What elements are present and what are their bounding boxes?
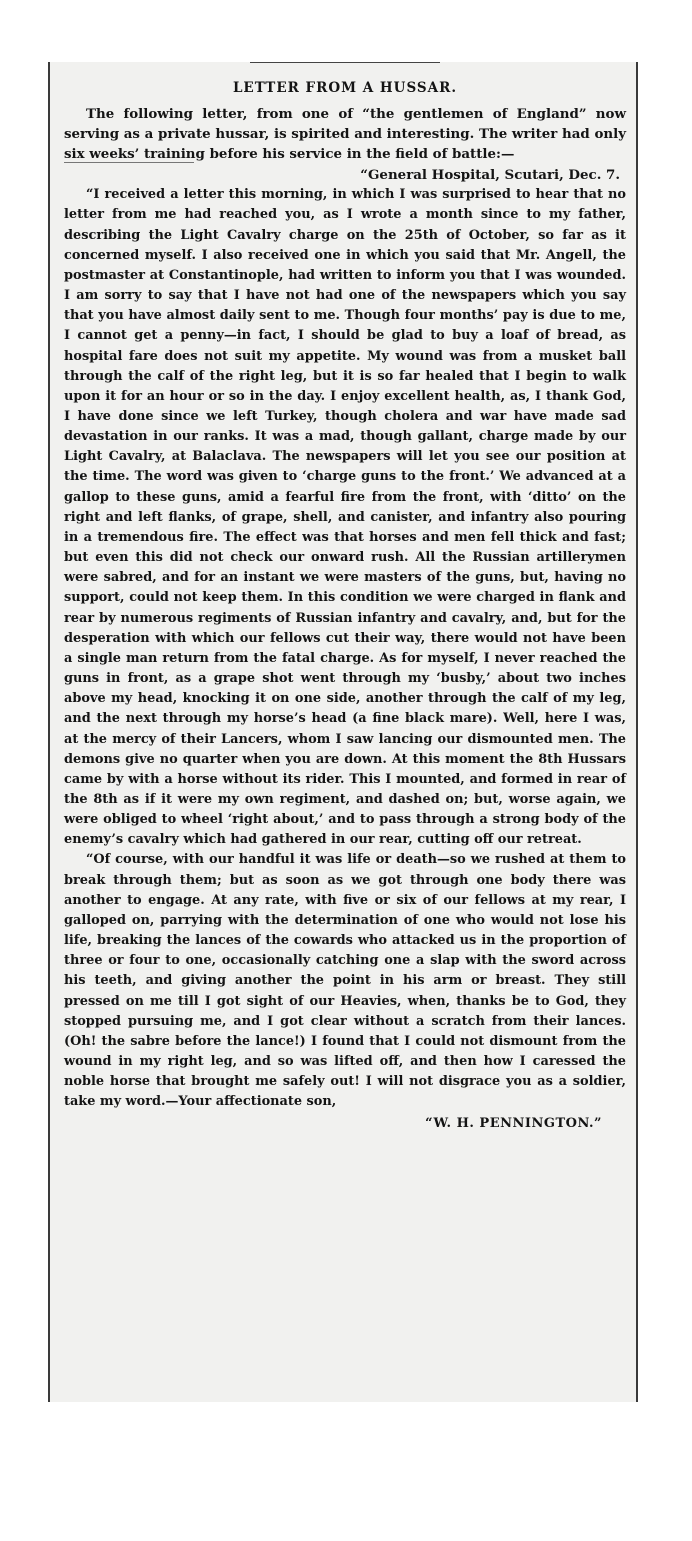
article-intro: The following letter, from one of “the gentlemen of England” now serving as a private hussar, is spirited and interesting. The writer had only six weeks’ training before his service in the field of battle:— — [64, 106, 626, 163]
letter-dateline: “General Hospital, Scutari, Dec. 7. — [360, 167, 620, 184]
letter-paragraph-1: “I received a letter this morning, in which I was surprised to hear that no letter from me had reached you, as I wrote a month since to my father, describing the Light Cavalry charge on the 25th of October, so far as it concerned myself. I also received one in which you said that Mr. Angell, the postmaster at Constantinople, had written to inform you that I was wounded. I am sorry to say that I have not had one of the newspapers which you say that you have almost daily sent to me. Though four months’ pay is due to me, I cannot get a penny—in fact, I should be glad to buy a loaf of bread, as hospital fare does not suit my appetite. My wound was from a musket ball through the calf of the right leg, but it is so far healed that I begin to walk upon it for an hour or so in the day. I enjoy excellent health, as, I thank God, I have done since we left Turkey, though cholera and war have made sad devastation in our ranks. It was a mad, though gallant, charge made by our Light Cavalry, at Balaclava. The newspapers will let you see our position at the time. The word was given to ‘charge guns to the front.’ We advanced at a gallop to these guns, amid a fearful fire from the front, with ‘ditto’ on the right and left flanks, of grape, shell, and canister, and infantry also pouring in a tremendous fire. The effect was that horses and men fell thick and fast; but even this did not check our onward rush. All the Russian artillerymen were sabred, and for an instant we were masters of the guns, but, having no support, could not keep them. In this condition we were charged in flank and rear by numerous regiments of Russian infantry and cavalry, and, but for the desperation with which our fellows cut their way, there would not have been a single man return from the fatal charge. As for myself, I never reached the guns in front, as a grape shot went through my ‘busby,’ about two inches above my head, knocking it on one side, another through the calf of my leg, and the next through my horse’s head (a fine black mare). Well, here I was, at the mercy of their Lancers, whom I saw lancing our dismounted men. The demons give no quarter when you are down. At this moment the 8th Hussars came by with a horse without its rider. This I mounted, and formed in rear of the 8th as if it were my own regiment, and dashed on; but, worse again, we were obliged to wheel ‘right about,’ and to pass through a strong body of the enemy’s cavalry which had gathered in our rear, cutting off our retreat. — [64, 187, 626, 848]
letter-paragraph-2: “Of course, with our handful it was life or death—so we rushed at them to break through them; but as soon as we got through one body there was another to engage. At any rate, with five or six of our fellows at my rear, I galloped on, parrying with the determination of one who would not lose his life, breaking the lances of the cowards who attacked us in the proportion of three or four to one, occasionally catching one a slap with the sword across his teeth, and giving another the point in his arm or breast. They still pressed on me till I got sight of our Heavies, when, thanks be to God, they stopped pursuing me, and I got clear without a scratch from their lances. (Oh! the sabre before the lance!) I found that I could not dismount from the wound in my right leg, and so was lifted off, and then how I caressed the noble horse that brought me safely out! I will not disgrace you as a soldier, take my word.—Your affectionate son, — [64, 852, 626, 1110]
top-rule — [250, 62, 440, 63]
newspaper-column — [48, 62, 638, 1402]
article-title: LETTER FROM A HUSSAR. — [232, 80, 458, 96]
letter-signature: “W. H. PENNINGTON.” — [425, 1116, 602, 1132]
